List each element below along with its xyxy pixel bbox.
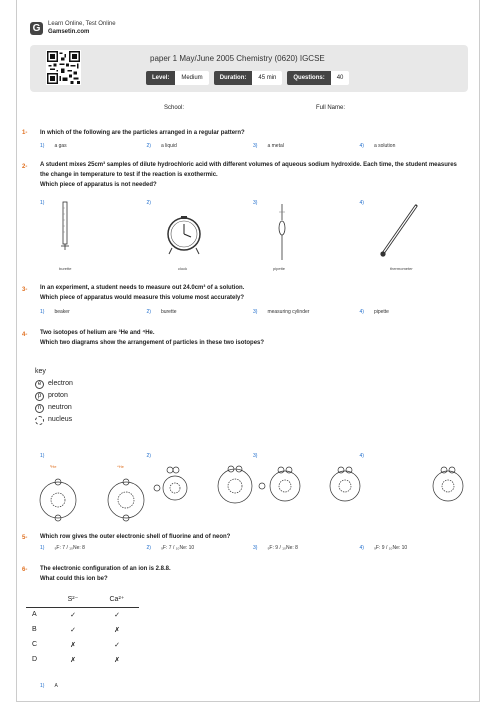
burette-icon bbox=[50, 200, 120, 270]
key-item: p proton bbox=[35, 390, 73, 402]
brand-url[interactable]: Gamsetin.com bbox=[48, 29, 90, 35]
isotope-label: ³He bbox=[50, 464, 57, 469]
question-number: 3- bbox=[22, 287, 28, 293]
header-s: S²⁻ bbox=[51, 592, 95, 607]
option[interactable]: 2) a liquid bbox=[146, 143, 177, 149]
option[interactable]: 3) bbox=[253, 453, 258, 459]
option[interactable]: 2) bbox=[146, 200, 151, 206]
key-title: key bbox=[35, 368, 46, 375]
question-number: 6- bbox=[22, 567, 28, 573]
question-text: Which row gives the outer electronic shell of fluorine and of neon? bbox=[40, 534, 231, 540]
header-ca: Ca²⁺ bbox=[95, 592, 139, 607]
option[interactable]: 3) a metal bbox=[253, 143, 284, 149]
key-item: n neutron bbox=[35, 402, 73, 414]
apparatus-label: thermometer bbox=[390, 266, 413, 271]
q3-options bbox=[40, 309, 466, 315]
option[interactable]: 1) beaker bbox=[40, 309, 70, 315]
ion-table bbox=[26, 592, 139, 667]
gamsetin-logo: G bbox=[30, 22, 43, 35]
option[interactable]: 4) bbox=[359, 200, 364, 206]
option[interactable]: 2) burette bbox=[146, 309, 177, 315]
apparatus-label: clock bbox=[178, 266, 188, 271]
question-text: In an experiment, a student needs to measure out 24.0cm³ of a solution. Which piece of apparatus would measure this volume most accurately? bbox=[40, 285, 245, 301]
option[interactable]: 3) bbox=[253, 200, 258, 206]
question-number: 4- bbox=[22, 332, 28, 338]
question-text: The electronic configuration of an ion is 2.8.8. What could this ion be? bbox=[40, 566, 171, 582]
particle-key bbox=[35, 366, 73, 426]
option[interactable]: 4) a solution bbox=[359, 143, 396, 149]
option[interactable]: 1) a gas bbox=[40, 143, 67, 149]
option[interactable]: 2) ₉F: 7 / ₁₀Ne: 10 bbox=[146, 545, 195, 551]
level-pill: Level: Medium bbox=[146, 71, 209, 85]
pipette-icon bbox=[270, 202, 340, 272]
option[interactable]: 4) pipette bbox=[359, 309, 389, 315]
q1-options bbox=[40, 143, 466, 149]
q5-options bbox=[40, 545, 466, 551]
brand[interactable] bbox=[30, 20, 116, 36]
brand-tagline: Learn Online, Test Online bbox=[48, 21, 116, 27]
table-row: A ✓ ✓ bbox=[32, 611, 120, 619]
option[interactable]: 2) bbox=[146, 453, 151, 459]
qr-code-icon bbox=[46, 50, 81, 85]
option[interactable]: 4) bbox=[359, 453, 364, 459]
question-number: 5- bbox=[22, 535, 28, 541]
table-row: C ✗ ✓ bbox=[32, 641, 120, 649]
option[interactable]: 3) measuring cylinder bbox=[253, 309, 310, 315]
question-number: 1- bbox=[22, 130, 28, 136]
full-name-label: Full Name: bbox=[316, 105, 346, 111]
option[interactable]: 4) ₉F: 9 / ₁₀Ne: 10 bbox=[359, 545, 408, 551]
table-row: D ✗ ✗ bbox=[32, 656, 120, 664]
questions-pill: Questions: 40 bbox=[287, 71, 349, 85]
apparatus-label: pipette bbox=[273, 266, 286, 271]
question-number: 2- bbox=[22, 164, 28, 170]
q6-options bbox=[40, 683, 466, 689]
apparatus-label: burette bbox=[59, 266, 72, 271]
option[interactable]: 3) ₉F: 9 / ₁₀Ne: 8 bbox=[253, 545, 298, 551]
option[interactable]: 1) bbox=[40, 200, 45, 206]
key-item: e electron bbox=[35, 378, 73, 390]
option[interactable]: 1) A bbox=[40, 683, 58, 689]
thermometer-icon bbox=[378, 200, 448, 270]
option[interactable]: 1) bbox=[40, 453, 45, 459]
clock-icon bbox=[160, 210, 230, 280]
question-text: A student mixes 25cm³ samples of dilute hydrochloric acid with different volumes of aqueous sodium hydroxide. Each time, the student measures the change in temperature to test if the reaction is exothermic. Which piece of apparatus is not needed? bbox=[40, 162, 457, 188]
paper-title: paper 1 May/June 2005 Chemistry (0620) IGCSE bbox=[150, 54, 325, 63]
option[interactable]: 1) ₉F: 7 / ₁₀Ne: 8 bbox=[40, 545, 85, 551]
school-label: School: bbox=[164, 105, 185, 111]
paper-info-box bbox=[30, 45, 468, 92]
atom-diagrams bbox=[30, 462, 470, 528]
table-row: B ✓ ✗ bbox=[32, 626, 120, 634]
q4-option-numbers bbox=[40, 453, 466, 459]
isotope-label: ⁴He bbox=[117, 464, 124, 469]
question-text: In which of the following are the particles arranged in a regular pattern? bbox=[40, 130, 245, 136]
question-text: Two isotopes of helium are ³He and ⁴He. Which two diagrams show the arrangement of particles in these two isotopes? bbox=[40, 330, 265, 346]
key-item: nucleus bbox=[35, 414, 73, 426]
duration-pill: Duration: 45 min bbox=[214, 71, 283, 85]
